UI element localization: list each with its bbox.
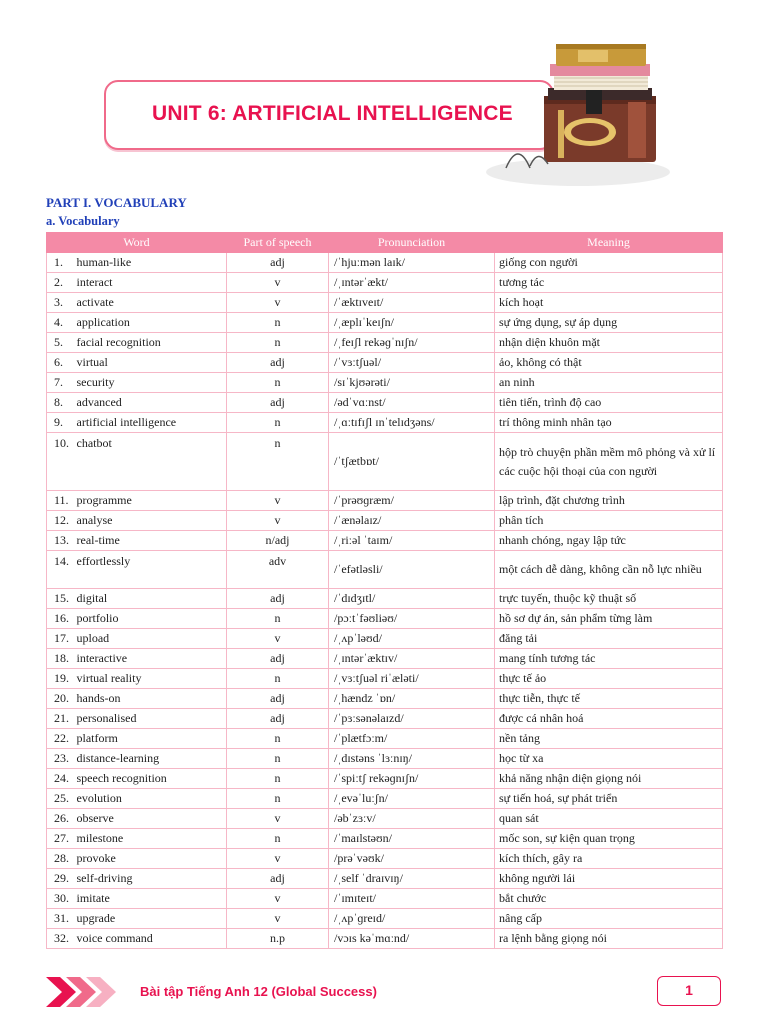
row-word: self-driving [73, 869, 227, 889]
row-number: 26. [47, 809, 73, 829]
row-meaning: ảo, không có thật [495, 353, 723, 373]
row-pronunciation: /ˌevəˈluːʃn/ [329, 789, 495, 809]
table-row [47, 589, 723, 609]
row-pronunciation: /əbˈzɜːv/ [329, 809, 495, 829]
row-pronunciation: /ˌself ˈdraɪvɪŋ/ [329, 869, 495, 889]
row-part-of-speech: v [227, 293, 329, 313]
row-number: 2. [47, 273, 73, 293]
table-row [47, 629, 723, 649]
row-number: 10. [47, 433, 73, 491]
unit-title: UNIT 6: ARTIFICIAL INTELLIGENCE [152, 102, 513, 125]
row-meaning: được cá nhân hoá [495, 709, 723, 729]
row-number: 23. [47, 749, 73, 769]
row-part-of-speech: v [227, 629, 329, 649]
row-number: 29. [47, 869, 73, 889]
row-meaning: an ninh [495, 373, 723, 393]
row-pronunciation: /ˈhjuːmən laɪk/ [329, 253, 495, 273]
row-pronunciation: /ˈplætfɔːm/ [329, 729, 495, 749]
chevron-arrows-icon [46, 977, 130, 1007]
table-row [47, 769, 723, 789]
row-word: provoke [73, 849, 227, 869]
row-word: portfolio [73, 609, 227, 629]
table-row [47, 889, 723, 909]
table-row [47, 649, 723, 669]
row-part-of-speech: n [227, 829, 329, 849]
row-meaning: lập trình, đặt chương trình [495, 491, 723, 511]
row-number: 1. [47, 253, 73, 273]
table-row [47, 709, 723, 729]
table-row [47, 511, 723, 531]
row-word: distance-learning [73, 749, 227, 769]
row-number: 18. [47, 649, 73, 669]
row-pronunciation: /ˈɪmɪteɪt/ [329, 889, 495, 909]
row-pronunciation: /ˈvɜːtʃuəl/ [329, 353, 495, 373]
row-meaning: mốc son, sự kiện quan trọng [495, 829, 723, 849]
row-number: 9. [47, 413, 73, 433]
row-meaning: nhanh chóng, ngay lập tức [495, 531, 723, 551]
row-meaning: trí thông minh nhân tạo [495, 413, 723, 433]
book-title: Bài tập Tiếng Anh 12 (Global Success) [140, 984, 377, 999]
row-word: milestone [73, 829, 227, 849]
row-pronunciation: /ˌʌpˈɡreɪd/ [329, 909, 495, 929]
row-number: 19. [47, 669, 73, 689]
row-pronunciation: /ˈprəʊɡræm/ [329, 491, 495, 511]
row-meaning: kích hoạt [495, 293, 723, 313]
row-number: 32. [47, 929, 73, 949]
row-part-of-speech: v [227, 511, 329, 531]
row-pronunciation: /pɔːtˈfəʊliəʊ/ [329, 609, 495, 629]
row-word: imitate [73, 889, 227, 909]
page-number: 1 [657, 976, 721, 1006]
part-heading: PART I. VOCABULARY [46, 195, 187, 210]
table-row [47, 689, 723, 709]
row-word: interactive [73, 649, 227, 669]
table-row [47, 869, 723, 889]
column-header-meaning: Meaning [495, 233, 723, 253]
row-part-of-speech: n [227, 313, 329, 333]
row-part-of-speech: n/adj [227, 531, 329, 551]
row-number: 17. [47, 629, 73, 649]
row-pronunciation: /sɪˈkjʊərəti/ [329, 373, 495, 393]
table-row [47, 531, 723, 551]
row-part-of-speech: adj [227, 253, 329, 273]
row-word: human-like [73, 253, 227, 273]
column-header-word: Word [47, 233, 227, 253]
row-number: 7. [47, 373, 73, 393]
row-word: voice command [73, 929, 227, 949]
row-pronunciation: /ˌriːəl ˈtaɪm/ [329, 531, 495, 551]
table-row [47, 729, 723, 749]
row-part-of-speech: adj [227, 869, 329, 889]
row-pronunciation: /vɔɪs kəˈmɑːnd/ [329, 929, 495, 949]
row-pronunciation: /ˌvɜːtʃuəl riˈæləti/ [329, 669, 495, 689]
row-word: digital [73, 589, 227, 609]
row-pronunciation: /ˌhændz ˈɒn/ [329, 689, 495, 709]
row-part-of-speech: n [227, 669, 329, 689]
row-number: 6. [47, 353, 73, 373]
row-meaning: trực tuyến, thuộc kỹ thuật số [495, 589, 723, 609]
row-number: 15. [47, 589, 73, 609]
row-part-of-speech: adj [227, 709, 329, 729]
row-part-of-speech: adj [227, 689, 329, 709]
row-number: 27. [47, 829, 73, 849]
row-part-of-speech: n [227, 609, 329, 629]
row-part-of-speech: v [227, 909, 329, 929]
row-word: virtual reality [73, 669, 227, 689]
row-part-of-speech: v [227, 889, 329, 909]
row-word: virtual [73, 353, 227, 373]
row-word: advanced [73, 393, 227, 413]
table-row [47, 293, 723, 313]
row-part-of-speech: v [227, 849, 329, 869]
row-part-of-speech: n [227, 333, 329, 353]
row-pronunciation: /ˈspiːtʃ rekəɡnɪʃn/ [329, 769, 495, 789]
row-meaning: quan sát [495, 809, 723, 829]
row-part-of-speech: v [227, 491, 329, 511]
table-row [47, 669, 723, 689]
row-number: 11. [47, 491, 73, 511]
row-number: 20. [47, 689, 73, 709]
row-meaning: kích thích, gây ra [495, 849, 723, 869]
row-meaning: thực tế ảo [495, 669, 723, 689]
row-part-of-speech: n [227, 729, 329, 749]
row-meaning: hộp trò chuyện phần mềm mô phỏng và xử lí các cuộc hội thoại của con người [495, 433, 723, 491]
row-word: platform [73, 729, 227, 749]
row-pronunciation: /ˈmaɪlstəʊn/ [329, 829, 495, 849]
row-number: 5. [47, 333, 73, 353]
row-number: 4. [47, 313, 73, 333]
row-word: artificial intelligence [73, 413, 227, 433]
row-meaning: bắt chước [495, 889, 723, 909]
row-word: interact [73, 273, 227, 293]
row-pronunciation: /ˌɪntərˈækt/ [329, 273, 495, 293]
row-part-of-speech: n [227, 769, 329, 789]
table-row [47, 551, 723, 589]
row-meaning: mang tính tương tác [495, 649, 723, 669]
row-number: 28. [47, 849, 73, 869]
row-meaning: nâng cấp [495, 909, 723, 929]
row-meaning: tiên tiến, trình độ cao [495, 393, 723, 413]
row-word: observe [73, 809, 227, 829]
row-number: 8. [47, 393, 73, 413]
row-part-of-speech: n [227, 789, 329, 809]
row-word: evolution [73, 789, 227, 809]
table-row [47, 313, 723, 333]
sub-heading: a. Vocabulary [46, 214, 120, 228]
row-pronunciation: /ˌfeɪʃl rekəɡˈnɪʃn/ [329, 333, 495, 353]
table-row [47, 333, 723, 353]
row-meaning: khả năng nhận diện giọng nói [495, 769, 723, 789]
row-number: 3. [47, 293, 73, 313]
table-row [47, 849, 723, 869]
row-pronunciation: /ˈpɜːsənəlaɪzd/ [329, 709, 495, 729]
table-row [47, 393, 723, 413]
row-word: upgrade [73, 909, 227, 929]
table-row [47, 273, 723, 293]
row-meaning: ra lệnh bằng giọng nói [495, 929, 723, 949]
row-pronunciation: /ədˈvɑːnst/ [329, 393, 495, 413]
row-word: speech recognition [73, 769, 227, 789]
table-row [47, 413, 723, 433]
row-part-of-speech: n [227, 433, 329, 491]
row-pronunciation: /ˈænəlaɪz/ [329, 511, 495, 531]
row-number: 24. [47, 769, 73, 789]
row-meaning: tương tác [495, 273, 723, 293]
row-part-of-speech: adj [227, 649, 329, 669]
table-row [47, 433, 723, 491]
table-header-row [47, 233, 723, 253]
row-pronunciation: /prəˈvəʊk/ [329, 849, 495, 869]
row-pronunciation: /ˌʌpˈləʊd/ [329, 629, 495, 649]
row-part-of-speech: n [227, 373, 329, 393]
row-word: facial recognition [73, 333, 227, 353]
row-word: upload [73, 629, 227, 649]
row-number: 14. [47, 551, 73, 589]
row-meaning: giống con người [495, 253, 723, 273]
row-word: activate [73, 293, 227, 313]
row-pronunciation: /ˈtʃætbɒt/ [329, 433, 495, 491]
row-pronunciation: /ˌdɪstəns ˈlɜːnɪŋ/ [329, 749, 495, 769]
row-meaning: phân tích [495, 511, 723, 531]
table-row [47, 829, 723, 849]
row-part-of-speech: n [227, 413, 329, 433]
table-body [47, 253, 723, 949]
row-part-of-speech: adv [227, 551, 329, 589]
row-pronunciation: /ˌæplɪˈkeɪʃn/ [329, 313, 495, 333]
row-pronunciation: /ˌɑːtɪfɪʃl ɪnˈtelɪdʒəns/ [329, 413, 495, 433]
column-header-part-of-speech: Part of speech [227, 233, 329, 253]
table-row [47, 353, 723, 373]
row-number: 25. [47, 789, 73, 809]
row-word: personalised [73, 709, 227, 729]
row-meaning: nhận diện khuôn mặt [495, 333, 723, 353]
row-part-of-speech: adj [227, 393, 329, 413]
row-meaning: sự tiến hoá, sự phát triển [495, 789, 723, 809]
row-number: 22. [47, 729, 73, 749]
column-header-pronunciation: Pronunciation [329, 233, 495, 253]
table-row [47, 253, 723, 273]
row-meaning: hồ sơ dự án, sản phẩm từng làm [495, 609, 723, 629]
row-pronunciation: /ˈæktɪveɪt/ [329, 293, 495, 313]
row-part-of-speech: adj [227, 353, 329, 373]
row-word: application [73, 313, 227, 333]
row-number: 16. [47, 609, 73, 629]
row-word: chatbot [73, 433, 227, 491]
row-meaning: một cách dễ dàng, không cần nỗ lực nhiều [495, 551, 723, 589]
table-row [47, 609, 723, 629]
row-number: 31. [47, 909, 73, 929]
row-part-of-speech: n [227, 749, 329, 769]
table-row [47, 809, 723, 829]
table-row [47, 929, 723, 949]
row-meaning: sự ứng dụng, sự áp dụng [495, 313, 723, 333]
row-word: hands-on [73, 689, 227, 709]
table-row [47, 789, 723, 809]
row-part-of-speech: v [227, 273, 329, 293]
row-word: effortlessly [73, 551, 227, 589]
row-part-of-speech: v [227, 809, 329, 829]
row-meaning: đăng tải [495, 629, 723, 649]
vocabulary-table [46, 232, 723, 949]
row-word: real-time [73, 531, 227, 551]
row-meaning: nền tảng [495, 729, 723, 749]
row-word: security [73, 373, 227, 393]
row-number: 12. [47, 511, 73, 531]
books-stack-icon [478, 40, 678, 190]
row-part-of-speech: adj [227, 589, 329, 609]
row-number: 30. [47, 889, 73, 909]
table-row [47, 491, 723, 511]
row-meaning: thực tiễn, thực tế [495, 689, 723, 709]
row-number: 13. [47, 531, 73, 551]
row-part-of-speech: n.p [227, 929, 329, 949]
row-pronunciation: /ˈefətləsli/ [329, 551, 495, 589]
row-pronunciation: /ˌɪntərˈæktɪv/ [329, 649, 495, 669]
table-row [47, 909, 723, 929]
row-meaning: học từ xa [495, 749, 723, 769]
table-row [47, 373, 723, 393]
row-word: programme [73, 491, 227, 511]
row-meaning: không người lái [495, 869, 723, 889]
table-row [47, 749, 723, 769]
row-word: analyse [73, 511, 227, 531]
row-pronunciation: /ˈdɪdʒɪtl/ [329, 589, 495, 609]
row-number: 21. [47, 709, 73, 729]
